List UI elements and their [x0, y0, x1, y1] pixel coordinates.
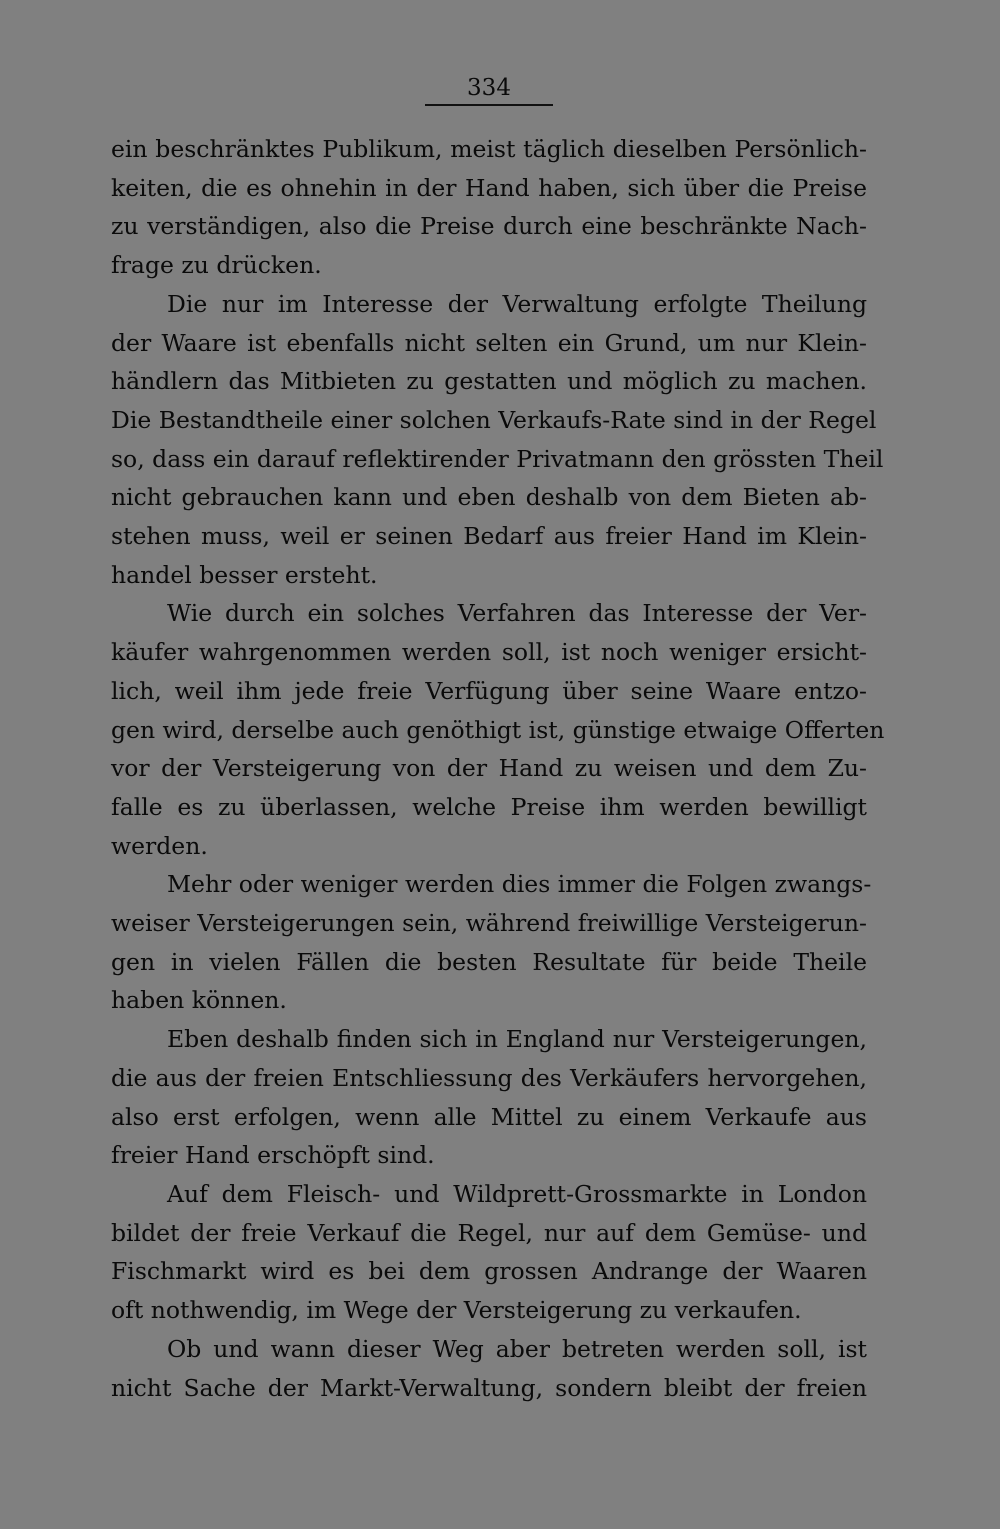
text-line: Auf dem Fleisch- und Wildprett-Grossmarkte in London	[167, 1179, 867, 1208]
text-line: Mehr oder weniger werden dies immer die Folgen zwangs-	[167, 870, 872, 899]
text-line: falle es zu überlassen, welche Preise ihm werden bewilligt	[111, 792, 867, 821]
text-line: Fischmarkt wird es bei dem grossen Andrange der Waaren	[111, 1257, 867, 1286]
page-number-rule	[425, 104, 553, 106]
text-line: keiten, die es ohnehin in der Hand haben, sich über die Preise	[111, 173, 867, 202]
text-line: lich, weil ihm jede freie Verfügung über seine Waare entzo-	[111, 676, 867, 705]
text-line: Die nur im Interesse der Verwaltung erfolgte Theilung	[167, 289, 867, 318]
text-line: bildet der freie Verkauf die Regel, nur auf dem Gemüse- und	[111, 1218, 867, 1247]
text-line: weiser Versteigerungen sein, während freiwillige Versteigerun-	[111, 909, 867, 938]
text-line: Eben deshalb finden sich in England nur Versteigerungen,	[167, 1025, 867, 1054]
text-line: der Waare ist ebenfalls nicht selten ein Grund, um nur Klein-	[111, 328, 867, 357]
text-line: freier Hand erschöpft sind.	[111, 1141, 435, 1170]
text-line: nicht gebrauchen kann und eben deshalb von dem Bieten ab-	[111, 483, 867, 512]
text-line: haben können.	[111, 986, 287, 1015]
text-line: käufer wahrgenommen werden soll, ist noch weniger ersicht-	[111, 638, 867, 667]
text-line: handel besser ersteht.	[111, 560, 378, 589]
body-text	[111, 130, 885, 1407]
text-line: Ob und wann dieser Weg aber betreten werden soll, ist	[167, 1334, 867, 1363]
text-line: so, dass ein darauf reflektirender Privatmann den grössten Theil	[111, 444, 884, 473]
text-line: zu verständigen, also die Preise durch eine beschränkte Nach-	[111, 212, 867, 241]
text-line: Die Bestandtheile einer solchen Verkaufs-Rate sind in der Regel	[111, 405, 877, 434]
text-line: Wie durch ein solches Verfahren das Interesse der Ver-	[167, 599, 867, 628]
text-line: vor der Versteigerung von der Hand zu weisen und dem Zu-	[111, 754, 867, 783]
text-line: die aus der freien Entschliessung des Verkäufers hervorgehen,	[111, 1063, 867, 1092]
text-line: werden.	[111, 831, 208, 860]
text-line: gen in vielen Fällen die besten Resultate für beide Theile	[111, 947, 867, 976]
text-line: stehen muss, weil er seinen Bedarf aus freier Hand im Klein-	[111, 522, 867, 551]
text-line: nicht Sache der Markt-Verwaltung, sondern bleibt der freien	[111, 1373, 867, 1402]
text-line: gen wird, derselbe auch genöthigt ist, günstige etwaige Offerten	[111, 715, 885, 744]
text-line: also erst erfolgen, wenn alle Mittel zu einem Verkaufe aus	[111, 1102, 867, 1131]
page-number: 334	[467, 75, 511, 101]
text-line: ein beschränktes Publikum, meist täglich dieselben Persönlich-	[111, 135, 867, 163]
text-line: oft nothwendig, im Wege der Versteigerung zu verkaufen.	[111, 1296, 802, 1325]
text-line: händlern das Mitbieten zu gestatten und möglich zu machen.	[111, 367, 867, 396]
text-line: frage zu drücken.	[111, 251, 322, 280]
